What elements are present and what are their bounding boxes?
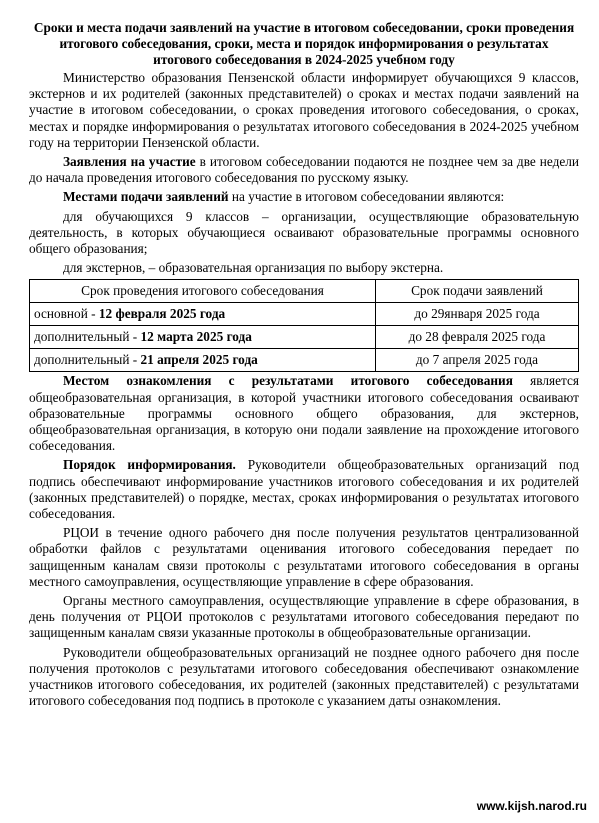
document-page [29,20,579,710]
exam-type: дополнительный - [34,352,141,368]
places-item-students: для обучающихся 9 классов – организации, осуществляющие образовательную деятельность, в которых обучающиеся осваивают образовательные программы основного общего образования; [29,208,579,257]
places-text: на участие в итоговом собеседовании являются: [228,189,505,205]
table-cell-exam [30,303,376,326]
review-place-paragraph [29,373,579,454]
intro-paragraph: Министерство образования Пензенской области информирует обучающихся 9 классов, экстернов и их родителей (законных представителей) о сроках и местах подачи заявлений на участие в итоговом собеседовании, о сроках проведения итогового собеседования, о сроках, местах и порядке информирования о результатах итогового собеседования в 2024-2025 учебном году на территории Пензенской области. [29,70,579,150]
table-row [30,326,579,349]
heads-paragraph: Руководители общеобразовательных организаций не позднее одного рабочего дня после получения протоколов с результатами итогового собеседования обеспечивают ознакомление участников итогового собеседования, их родителей (законных представителей) с результатами итогового собеседования под подпись в протоколе с указанием даты ознакомления. [29,644,579,709]
exam-date: 12 марта 2025 года [140,329,252,345]
places-item-externs: для экстернов, – образовательная организация по выбору экстерна. [63,260,444,276]
applications-heading: Заявления на участие [63,154,196,170]
table-header-row [30,280,579,303]
exam-date: 21 апреля 2025 года [140,352,258,368]
local-authorities-paragraph: Органы местного самоуправления, осуществляющие управление в сфере образования, в день получения от РЦОИ протоколов с результатами итогового собеседования передают по защищенным каналам связи указанные протоколы в общеобразовательные организации. [29,593,579,641]
table-cell-deadline: до 28 февраля 2025 года [376,326,579,349]
schedule-table [29,279,579,372]
table-cell-exam [30,326,376,349]
exam-type: дополнительный - [34,329,141,345]
applications-paragraph [29,154,579,186]
places-heading: Местами подачи заявлений [63,189,229,205]
procedure-heading: Порядок информирования. [63,457,236,473]
table-cell-deadline: до 7 апреля 2025 года [376,349,579,372]
procedure-paragraph [29,457,579,522]
table-row [30,349,579,372]
applications-text: в итоговом собеседовании подаются не позднее чем за две недели до начала проведения итогового собеседования по русскому языку. [29,154,579,186]
exam-type: основной - [34,306,99,322]
review-place-text: является общеобразовательная организация, в которой участники итогового собеседования осваивают образовательные программы основного общего образования, для экстернов, общеобразовательная организация, в которую они подали заявление на прохождение итогового собеседования. [29,373,579,454]
rcoi-paragraph: РЦОИ в течение одного рабочего дня после получения результатов централизованной обработки файлов с результатами оценивания итогового собеседования передает по защищенным каналам связи протоколы с результатами итогового собеседования в органы местного самоуправления, осуществляющие управление в сфере образования. [29,525,579,589]
table-header-exam-date: Срок проведения итогового собеседования [30,280,376,303]
procedure-text: Руководители общеобразовательных организаций под подпись обеспечивают информирование участников итогового собеседования и их родителей (законных представителей) о порядке, местах, сроках информирования о результатах итогового собеседования. [29,457,580,522]
table-cell-exam [30,349,376,372]
review-place-heading: Местом ознакомления с результатами итогового собеседования [63,373,513,389]
table-header-deadline: Срок подачи заявлений [376,280,579,303]
exam-date: 12 февраля 2025 года [98,306,226,322]
places-paragraph [29,189,579,205]
site-watermark-link[interactable]: www.kijsh.narod.ru [476,799,587,813]
table-row [30,303,579,326]
table-cell-deadline: до 29января 2025 года [376,303,579,326]
page-title: Сроки и места подачи заявлений на участие в итоговом собеседовании, сроки проведения итогового собеседования, сроки, места и порядок информирования о результатах итогового собеседования в 2024-2025 учебном году [33,20,575,67]
